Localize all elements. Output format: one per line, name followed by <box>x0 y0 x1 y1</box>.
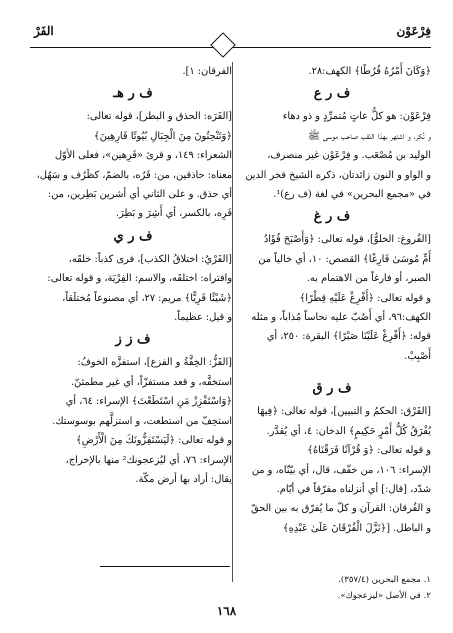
column-divider <box>232 62 233 582</box>
footnotes <box>233 572 431 604</box>
right-column <box>233 62 431 538</box>
text-line: و قيل: عظيماً. <box>174 312 232 324</box>
text-line: و قوله تعالى: ﴿لَيَسْتَفِزُّونَكَ مِنَ الْأَرْضِ﴾ <box>76 435 232 447</box>
text-line: ﴿وَاسْتَفْزِزْ مَنِ اسْتَطَعْتَ﴾ الإسراء: ٦٤، أي <box>65 396 232 408</box>
text-line: فَرِه، بالكسر، أي أَشِرَ و بَطِرَ. <box>115 208 232 220</box>
text-line: استخفَّه، و قعد مستفزّاً، أي غير مطمئنّ. <box>70 376 232 388</box>
text-line: يقال: أراد بها أرض مكّة. <box>135 473 232 485</box>
text-line: ﴿وَكَانَ أَمْرُهُ فُرُطًا﴾ الكهف:٢٨. <box>308 66 431 77</box>
text-line: و الفُرقان: القرآن و كلّ ما يُفرّق به بين الحقّ <box>250 503 431 515</box>
footnote: ٢. في الأصل «ليزعجوك». <box>337 591 431 601</box>
text-line: الإسراء: ٧٦، أي ليُزعجونك² منها بالإخراج، <box>65 454 232 466</box>
text-line: ﴿شَيْئًا فَرِيًّا﴾ مريم: ٢٧، أي مصنوعاً مُختلَقاً، <box>62 292 232 304</box>
text-line: قوله: ﴿أَفْرِغْ عَلَيْنَا صَبْرًا﴾ البقرة: ٢٥٠، أي <box>266 331 431 343</box>
entry-root-heading: ف ر ي <box>113 228 153 244</box>
text-line: معناه: حاذقين، من: فَرُه، بالضمّ، كظَرُف و سَهُل، <box>36 169 232 181</box>
paragraph-gap <box>233 366 431 376</box>
text-line: و قوله تعالى: ﴿وَ قُرْآنًا فَرَقْنَاهُ﴾ <box>307 445 431 457</box>
text-line: الإسراء: ١٠٦، من خفّف، قال، أي بيّنّاه، و من <box>251 464 431 476</box>
text-line: الوليد بن مُصْعَب. و فِرْعَوْن غير منصرف، <box>267 150 431 162</box>
entry-root-heading: ف ر ع <box>313 86 351 102</box>
text-line: [الفَرَه: الحذق و البطر]، قوله تعالى: <box>86 111 232 123</box>
running-header-section: الفَرْ <box>34 24 54 38</box>
text-line: فِرْعَوْن: هو كلُّ عاتٍ مُتمرِّدٍ و ذو دهاء <box>282 111 431 123</box>
text-line: و الباطل. [﴿نَزَّلَ الْفُرْقَانَ عَلَىٰ عَبْدِهِ﴾ <box>282 522 431 534</box>
text-line: شدّد، [قال:] أي أنزلناه مفرّقاً في أيّام. <box>276 483 431 495</box>
entry-root-heading: ف ز ز <box>115 332 151 348</box>
text-line: و قوله تعالى: ﴿أُفْرِغْ عَلَيْهِ قِطْرًا﴾ <box>299 292 431 304</box>
text-line: أي حذق. و على الثاني أي أشرين بَطِرين، من: <box>47 189 232 201</box>
text-line: يُفْرَقُ كُلُّ أَمْرٍ حَكِيمٍ﴾ الدخان: ٤، أي يُقدَّر. <box>266 425 431 437</box>
text-line: وافتراه: اختلقَه، والاسم: الفِرْيَة، و قوله تعالى: <box>47 273 232 285</box>
text-line: الكهف:٩٦، أي أَصُبّ عليه نحاساً مُذاباً، و مثله <box>251 312 431 324</box>
text-line: الصبر، أو فارغاً من الاهتمام به. <box>306 273 431 285</box>
text-line: الشعراء: ١٤٩، و قرئ «فَرِهين»، فعلى الأوّل <box>54 150 232 162</box>
page-number: ١٦٨ <box>216 604 237 618</box>
text-line: الفرقان: ١]. <box>182 66 232 77</box>
entry-root-heading: ف ر هـ <box>113 86 153 102</box>
text-line: [الفَرْيُ: اختلاقُ الكذب]، فرى كذباً: خلقَه، <box>68 253 232 265</box>
footnote-rule <box>100 566 230 567</box>
running-header-entry: فِرْعَوْن <box>396 24 431 38</box>
text-line: و نُكر، و اشتهر بهذا اللقب صاحب موسى ﷺ <box>308 130 431 142</box>
text-line: أَصْبِبْ. <box>404 350 431 362</box>
text-line: [الفُروغ: الخلوُّ]، قوله تعالى: ﴿وَأَصْبَحَ فُؤَادُ <box>263 234 431 246</box>
entry-root-heading: ف ر غ <box>313 209 351 225</box>
left-column <box>34 62 232 489</box>
text-line: [الفَزُّ: الخِفَّةُ و الفزع]، استفزَّه الخوفُ: <box>77 357 232 369</box>
entry-root-heading: ف ر ق <box>312 381 352 397</box>
text-line: و الواو و النون زائدتان، ذكره الشيخ فخر الدين <box>245 169 431 181</box>
text-line: استخِفّ من استطعت، و استزلَّهم بوسوستك. <box>52 415 232 427</box>
text-line: ﴿وَتَنْحِتُونَ مِنَ الْجِبَالِ بُيُوتًا فَارِهِينَ﴾ <box>93 130 232 142</box>
header-diamond-ornament <box>210 32 235 57</box>
text-line: [الفَرْق: الحكمُ و التبيين]، قوله تعالى: ﴿فِيهَا <box>257 406 431 418</box>
text-line: في «مجمع البحرين» في لغة (ف رع)¹. <box>273 189 431 201</box>
footnote: ١. مجمع البحرين (٣٥٧/٤). <box>338 575 431 585</box>
text-line: أُمِّ مُوسَىٰ فَارِغًا﴾ القصص: ١٠، أي خالياً من <box>258 253 431 265</box>
